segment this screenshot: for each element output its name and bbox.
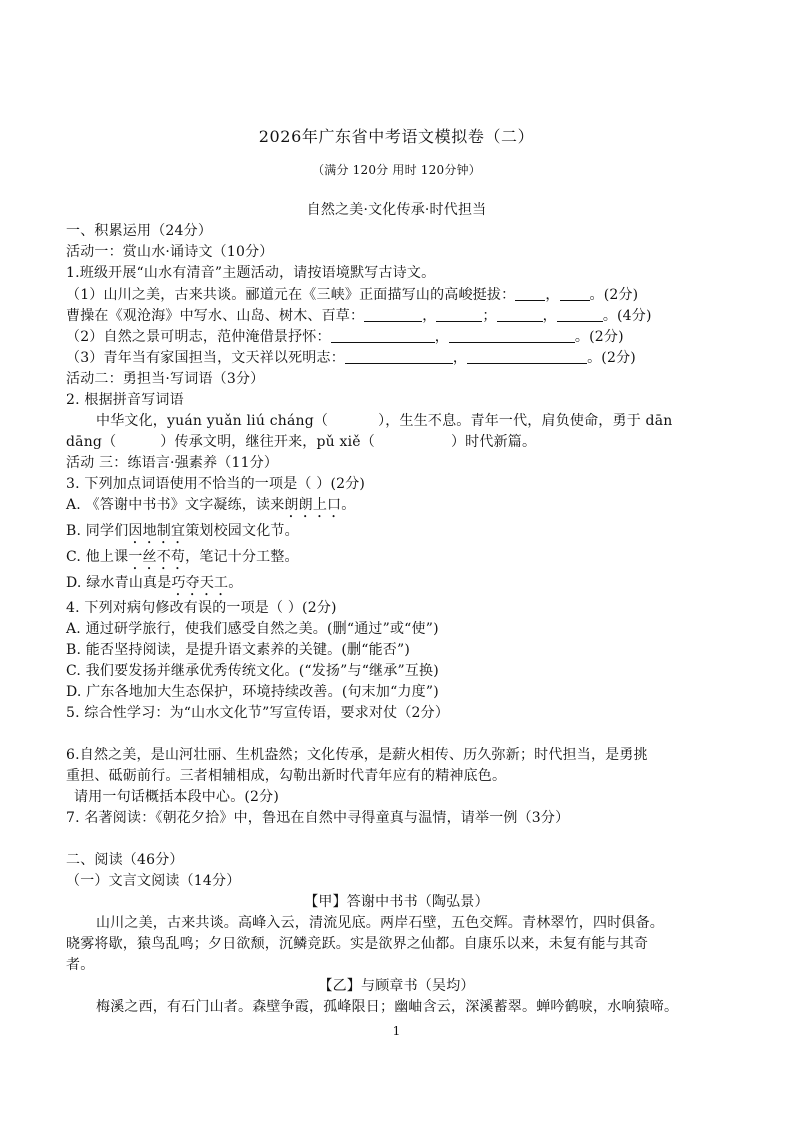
question2-line2 [66,432,536,452]
passage-yi-line1: 梅溪之西，有石门山者。森壁争霞，孤峰限日；幽岫含云，深溪蓄翠。蝉吟鹤唳，水响猿啼。 [96,999,679,1015]
passage-jia-title: 【甲】答谢中书书（陶弘景） [304,894,489,910]
activity3-heading: 活动 三：练语言·强素养（11分） [66,455,279,471]
dotted-phrase: 朗朗上口 [284,497,342,513]
question1-item3-text: （2）自然之景可明志，范仲淹借景抒怀： [66,329,331,345]
option-text: 策划校园文化节。 [185,523,299,539]
activity2-heading: 活动二：勇担当·写词语（3分） [66,371,265,387]
answer-blank[interactable] [467,349,587,364]
option-text: 。 [228,575,243,591]
answer-blank[interactable] [364,307,422,322]
option-text: B. 同学们 [66,523,129,539]
answer-blank[interactable] [436,307,482,322]
question4-option-a: A. 通过研学旅行，使我们感受自然之美。(删“通过”或“使”) [66,621,439,637]
dotted-phrase: 因地制宜 [128,523,186,539]
question2-line2-a: dāng（ [66,434,117,450]
answer-blank[interactable] [345,349,453,364]
question5: 5. 综合性学习：为“山水文化节”写宣传语，要求对仗（2分） [66,705,450,721]
question3-option-a [66,495,355,521]
question6-line2: 重担、砥砺前行。三者相辅相成，勾勒出新时代青年应有的精神底色。 [66,768,507,784]
question4-option-d: D. 广东各地加大生态保护，环境持续改善。(句末加“力度”) [66,684,439,700]
option-text: A. 《答谢中书书》文字凝练，读来 [66,497,285,513]
exam-subtitle: （满分 120分 用时 120分钟） [312,163,481,177]
section2-sub1: （一）文言文阅读（14分） [66,873,241,889]
question3-option-c [66,547,299,573]
exam-title: 2026年广东省中考语文模拟卷（二） [258,127,535,146]
page-number: 1 [392,1024,401,1038]
question1-item2-score: 。(4分) [602,308,652,324]
question1-item4-score: 。(2分) [587,350,636,366]
answer-blank[interactable] [497,307,543,322]
question3-option-b [66,521,299,547]
question2-line2-c: ）时代新篇。 [450,434,537,450]
passage-jia-line1: 山川之美，古来共谈。高峰入云，清流见底。两岸石壁，五色交辉。青林翠竹，四时俱备。 [96,915,664,931]
question1-item3: （2）自然之景可明志，范仲淹借景抒怀： ， 。(2分) [66,329,624,345]
answer-blank[interactable] [560,286,590,301]
question1-item1-score: 。(2分) [589,287,639,303]
question6-line1: 6.自然之美，是山河壮丽、生机盎然；文化传承，是薪火相传、历久弥新；时代担当，是勇挑 [66,747,648,763]
question1: 1.班级开展“山水有清音”主题活动，请按语境默写古诗文。 [66,265,436,281]
answer-blank[interactable] [557,307,603,322]
question6-line3: 请用一句话概括本段中心。(2分) [74,789,280,805]
dotted-phrase: 巧夺天工 [171,575,229,591]
option-text: 。 [341,497,356,513]
answer-blank[interactable] [515,286,545,301]
question3: 3. 下列加点词语使用不恰当的一项是（ ）(2分) [66,476,366,492]
passage-jia-line3: 者。 [66,957,95,973]
question7: 7. 名著阅读：《朝花夕拾》中，鲁迅在自然中寻得童真与温情，请举一例（3分） [66,810,570,826]
question4-option-b: B. 能否坚持阅读，是提升语文素养的关键。(删“能否”) [66,642,411,658]
passage-yi-title: 【乙】与顾章书（吴均） [318,978,475,994]
question4: 4. 下列对病句修改有误的一项是（ ）(2分) [66,600,337,616]
dotted-phrase: 一丝不苟 [128,549,186,565]
question1-item1: （1）山川之美，古来共谈。郦道元在《三峡》正面描写山的高峻挺拔： ， 。(2分) [66,287,639,303]
question2-line2-b: ）传承文明，继往开来，pǔ xiě（ [160,434,375,450]
question4-option-c: C. 我们要发扬并继承优秀传统文化。(“发扬”与“继承”互换) [66,663,439,679]
question1-item4-text: （3）青年当有家国担当，文天祥以死明志： [66,350,345,366]
exam-theme: 自然之美·文化传承·时代担当 [306,202,487,218]
question1-item2-text: 曹操在《观沧海》中写水、山岛、树木、百草： [66,308,365,324]
option-text: C. 他上课 [66,549,129,565]
question1-item4: （3）青年当有家国担当，文天祥以死明志： ， 。(2分) [66,350,636,366]
question2-line1-a: 中华文化，yuán yuǎn liú cháng（ [96,413,329,429]
question1-item3-score: 。(2分) [574,329,624,345]
activity1-heading: 活动一：赏山水·诵诗文（10分） [66,244,274,260]
passage-jia-line2: 晓雾将歇，猿鸟乱鸣；夕日欲颓，沉鳞竞跃。实是欲界之仙都。自康乐以来，未复有能与其奇 [66,936,649,952]
question2-line1 [96,411,672,431]
option-text: ，笔记十分工整。 [185,549,299,565]
section1-heading: 一、积累运用（24分） [66,223,213,239]
answer-blank[interactable] [331,328,435,343]
question1-item1-text: （1）山川之美，古来共谈。郦道元在《三峡》正面描写山的高峻挺拔： [66,287,516,303]
question2-line1-b: ），生生不息。青年一代，肩负使命，勇于 dān [378,413,673,429]
question3-option-d [66,573,242,599]
section2-heading: 二、阅读（46分） [66,852,184,868]
answer-blank[interactable] [449,328,575,343]
option-text: D. 绿水青山真是 [66,575,172,591]
question2: 2. 根据拼音写词语 [66,392,184,408]
question1-item2: 曹操在《观沧海》中写水、山岛、树木、百草： ， ； ， 。(4分) [66,308,652,324]
